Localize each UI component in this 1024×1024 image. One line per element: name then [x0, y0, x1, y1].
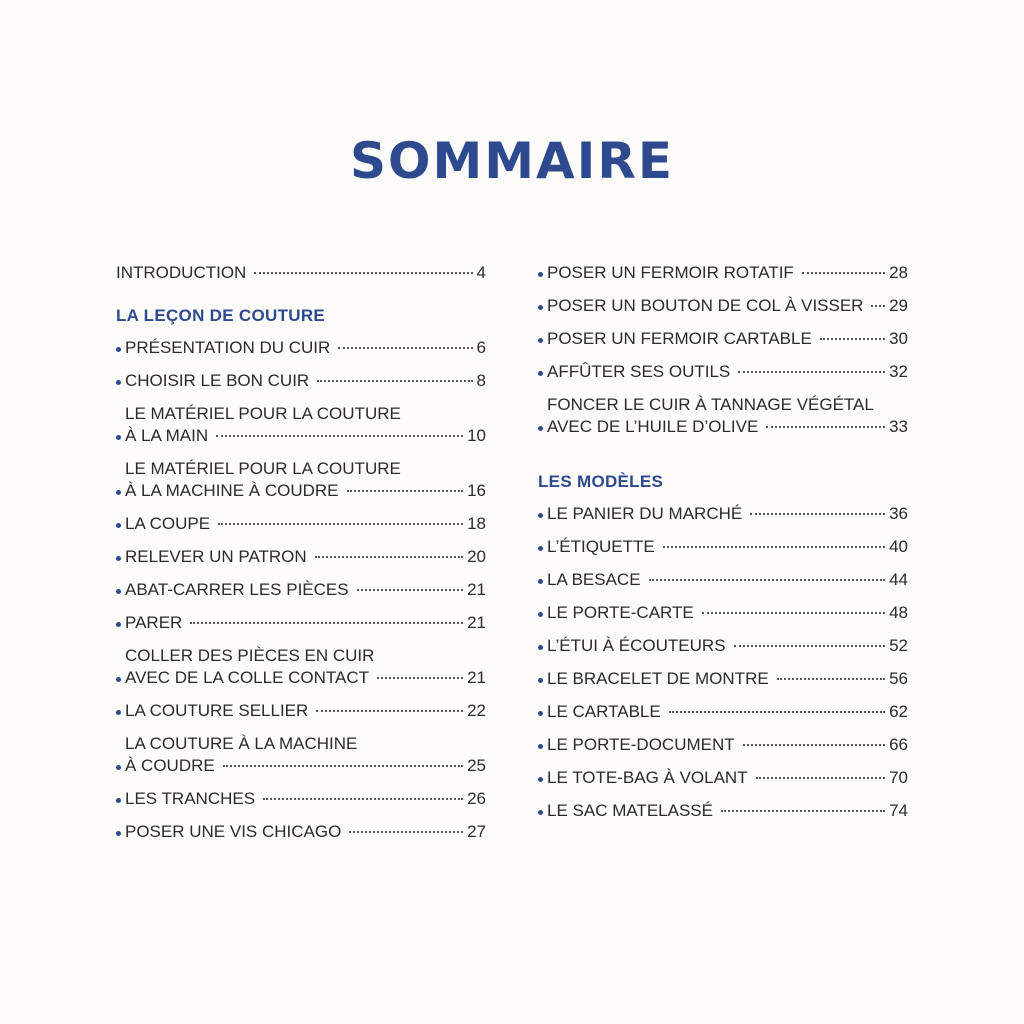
dot-leader [216, 435, 463, 437]
dot-leader [357, 589, 463, 591]
toc-list-lesson-continued [538, 262, 908, 438]
toc-entry[interactable] [116, 733, 486, 777]
toc-entry-page: 66 [889, 735, 908, 754]
bullet-icon [538, 513, 543, 518]
toc-entry-page: 48 [889, 603, 908, 622]
toc-entry-page: 27 [467, 822, 486, 841]
toc-entry[interactable] [116, 513, 486, 535]
toc-entry-page: 62 [889, 702, 908, 721]
dot-leader [756, 777, 885, 779]
dot-leader [218, 523, 463, 525]
toc-entry[interactable] [538, 734, 908, 756]
toc-entry-page: 32 [889, 362, 908, 381]
bullet-icon [538, 546, 543, 551]
dot-leader [738, 371, 885, 373]
bullet-icon [116, 677, 121, 682]
toc-column-right [538, 262, 908, 833]
toc-entry-label: CHOISIR LE BON CUIR [125, 371, 310, 390]
dot-leader [820, 338, 885, 340]
toc-entry-label: POSER UN FERMOIR CARTABLE [547, 329, 812, 348]
dot-leader [338, 347, 472, 349]
toc-entry-page: 6 [476, 338, 486, 357]
bullet-icon [116, 798, 121, 803]
toc-entry-page: 29 [889, 296, 908, 315]
bullet-icon [116, 622, 121, 627]
toc-entry-page: 18 [467, 514, 486, 533]
toc-entry[interactable] [116, 612, 486, 634]
dot-leader [347, 490, 464, 492]
toc-entry-page: 44 [889, 570, 908, 589]
toc-entry-label: PARER [125, 613, 183, 632]
toc-entry-label: AVEC DE L’HUILE D’OLIVE [547, 417, 759, 436]
toc-entry[interactable] [116, 546, 486, 568]
toc-entry-page: 8 [476, 371, 486, 390]
bullet-icon [538, 711, 543, 716]
toc-entry-label: À LA MAIN [125, 426, 209, 445]
dot-leader [734, 645, 886, 647]
bullet-icon [116, 435, 121, 440]
toc-entry-page: 21 [467, 580, 486, 599]
bullet-icon [116, 523, 121, 528]
bullet-icon [538, 612, 543, 617]
bullet-icon [538, 678, 543, 683]
toc-entry-label: POSER UN FERMOIR ROTATIF [547, 263, 794, 282]
bullet-icon [116, 589, 121, 594]
dot-leader [669, 711, 885, 713]
bullet-icon [116, 347, 121, 352]
page-title: SOMMAIRE [350, 132, 674, 190]
dot-leader [802, 272, 885, 274]
toc-entry-label: LE TOTE-BAG À VOLANT [547, 768, 748, 787]
toc-entry-page: 30 [889, 329, 908, 348]
dot-leader [871, 305, 885, 307]
toc-column-left [116, 262, 486, 854]
toc-entry-introduction[interactable] [116, 262, 486, 284]
dot-leader [190, 622, 463, 624]
dot-leader [315, 556, 463, 558]
dot-leader [649, 579, 886, 581]
toc-entry-label-line1: LE MATÉRIEL POUR LA COUTURE [125, 404, 401, 423]
toc-entry-label: LE PANIER DU MARCHÉ [547, 504, 743, 523]
toc-entry[interactable] [538, 536, 908, 558]
toc-entry-label: LA COUPE [125, 514, 211, 533]
toc-entry-label: LE BRACELET DE MONTRE [547, 669, 769, 688]
toc-entry[interactable] [116, 645, 486, 689]
toc-entry-page: 25 [467, 756, 486, 775]
bullet-icon [116, 710, 121, 715]
bullet-icon [116, 831, 121, 836]
toc-entry-label: À COUDRE [125, 756, 215, 775]
dot-leader [766, 426, 885, 428]
toc-entry-page: 26 [467, 789, 486, 808]
toc-list-lesson [116, 337, 486, 843]
toc-entry-page: 21 [467, 613, 486, 632]
dot-leader [721, 810, 885, 812]
dot-leader [254, 272, 472, 274]
toc-entry-page: 74 [889, 801, 908, 820]
toc-entry[interactable] [116, 370, 486, 392]
toc-entry-page: 21 [467, 668, 486, 687]
toc-entry[interactable] [538, 635, 908, 657]
toc-entry-label: À LA MACHINE À COUDRE [125, 481, 339, 500]
toc-entry[interactable] [538, 602, 908, 624]
dot-leader [263, 798, 463, 800]
toc-entry-label: RELEVER UN PATRON [125, 547, 307, 566]
bullet-icon [538, 777, 543, 782]
bullet-icon [538, 371, 543, 376]
toc-entry[interactable] [116, 337, 486, 359]
toc-entry[interactable] [116, 403, 486, 447]
toc-entry-page: 16 [467, 481, 486, 500]
toc-entry-label: LE SAC MATELASSÉ [547, 801, 713, 820]
bullet-icon [538, 645, 543, 650]
toc-entry-label: PRÉSENTATION DU CUIR [125, 338, 331, 357]
section-heading-lesson: LA LEÇON DE COUTURE [116, 306, 326, 325]
toc-entry[interactable] [116, 458, 486, 502]
toc-entry-label-line1: FONCER LE CUIR À TANNAGE VÉGÉTAL [547, 395, 874, 414]
bullet-icon [538, 426, 543, 431]
bullet-icon [538, 579, 543, 584]
bullet-icon [116, 490, 121, 495]
toc-entry-label-line1: COLLER DES PIÈCES EN CUIR [125, 646, 375, 665]
toc-entry[interactable] [538, 701, 908, 723]
toc-entry-page: 28 [889, 263, 908, 282]
dot-leader [750, 513, 885, 515]
dot-leader [663, 546, 885, 548]
toc-entry[interactable] [538, 262, 908, 284]
toc-entry-label: LE PORTE-CARTE [547, 603, 694, 622]
toc-entry[interactable] [116, 821, 486, 843]
toc-entry-label: AVEC DE LA COLLE CONTACT [125, 668, 370, 687]
toc-entry[interactable] [538, 295, 908, 317]
toc-entry[interactable] [116, 700, 486, 722]
toc-entry-label: LA COUTURE SELLIER [125, 701, 309, 720]
bullet-icon [116, 380, 121, 385]
toc-entry-label: LA BESACE [547, 570, 641, 589]
toc-entry-page: 36 [889, 504, 908, 523]
toc-entry-page: 4 [476, 263, 486, 282]
toc-entry[interactable] [538, 394, 908, 438]
toc-list-models [538, 503, 908, 822]
toc-entry-page: 70 [889, 768, 908, 787]
dot-leader [777, 678, 885, 680]
bullet-icon [116, 556, 121, 561]
toc-entry-label: LES TRANCHES [125, 789, 256, 808]
toc-entry[interactable] [538, 569, 908, 591]
toc-entry-label: INTRODUCTION [116, 263, 247, 282]
toc-entry-label: L’ÉTIQUETTE [547, 537, 655, 556]
toc-entry-label-line1: LE MATÉRIEL POUR LA COUTURE [125, 459, 401, 478]
dot-leader [316, 710, 463, 712]
toc-entry[interactable] [538, 503, 908, 525]
toc-entry[interactable] [116, 579, 486, 601]
toc-entry[interactable] [538, 361, 908, 383]
toc-entry-page: 33 [889, 417, 908, 436]
bullet-icon [538, 305, 543, 310]
toc-entry[interactable] [538, 328, 908, 350]
bullet-icon [116, 765, 121, 770]
toc-entry[interactable] [538, 668, 908, 690]
toc-entry-page: 52 [889, 636, 908, 655]
toc-entry-page: 56 [889, 669, 908, 688]
toc-entry-page: 40 [889, 537, 908, 556]
dot-leader [702, 612, 885, 614]
toc-entry[interactable] [538, 800, 908, 822]
toc-entry-label: POSER UN BOUTON DE COL À VISSER [547, 296, 864, 315]
bullet-icon [538, 338, 543, 343]
dot-leader [317, 380, 472, 382]
dot-leader [377, 677, 463, 679]
toc-entry-label: POSER UNE VIS CHICAGO [125, 822, 342, 841]
dot-leader [223, 765, 463, 767]
toc-entry-page: 20 [467, 547, 486, 566]
toc-entry-label: L’ÉTUI À ÉCOUTEURS [547, 636, 726, 655]
toc-entry-page: 22 [467, 701, 486, 720]
toc-entry-label-line1: LA COUTURE À LA MACHINE [125, 734, 358, 753]
toc-entry[interactable] [116, 788, 486, 810]
toc-entry[interactable] [538, 767, 908, 789]
bullet-icon [538, 744, 543, 749]
toc-entry-label: ABAT-CARRER LES PIÈCES [125, 580, 349, 599]
bullet-icon [538, 810, 543, 815]
toc-entry-label: LE CARTABLE [547, 702, 661, 721]
toc-entry-label: LE PORTE-DOCUMENT [547, 735, 735, 754]
bullet-icon [538, 272, 543, 277]
dot-leader [743, 744, 885, 746]
toc-entry-page: 10 [467, 426, 486, 445]
section-heading-models: LES MODÈLES [538, 472, 664, 491]
toc-entry-label: AFFÛTER SES OUTILS [547, 362, 731, 381]
dot-leader [349, 831, 463, 833]
